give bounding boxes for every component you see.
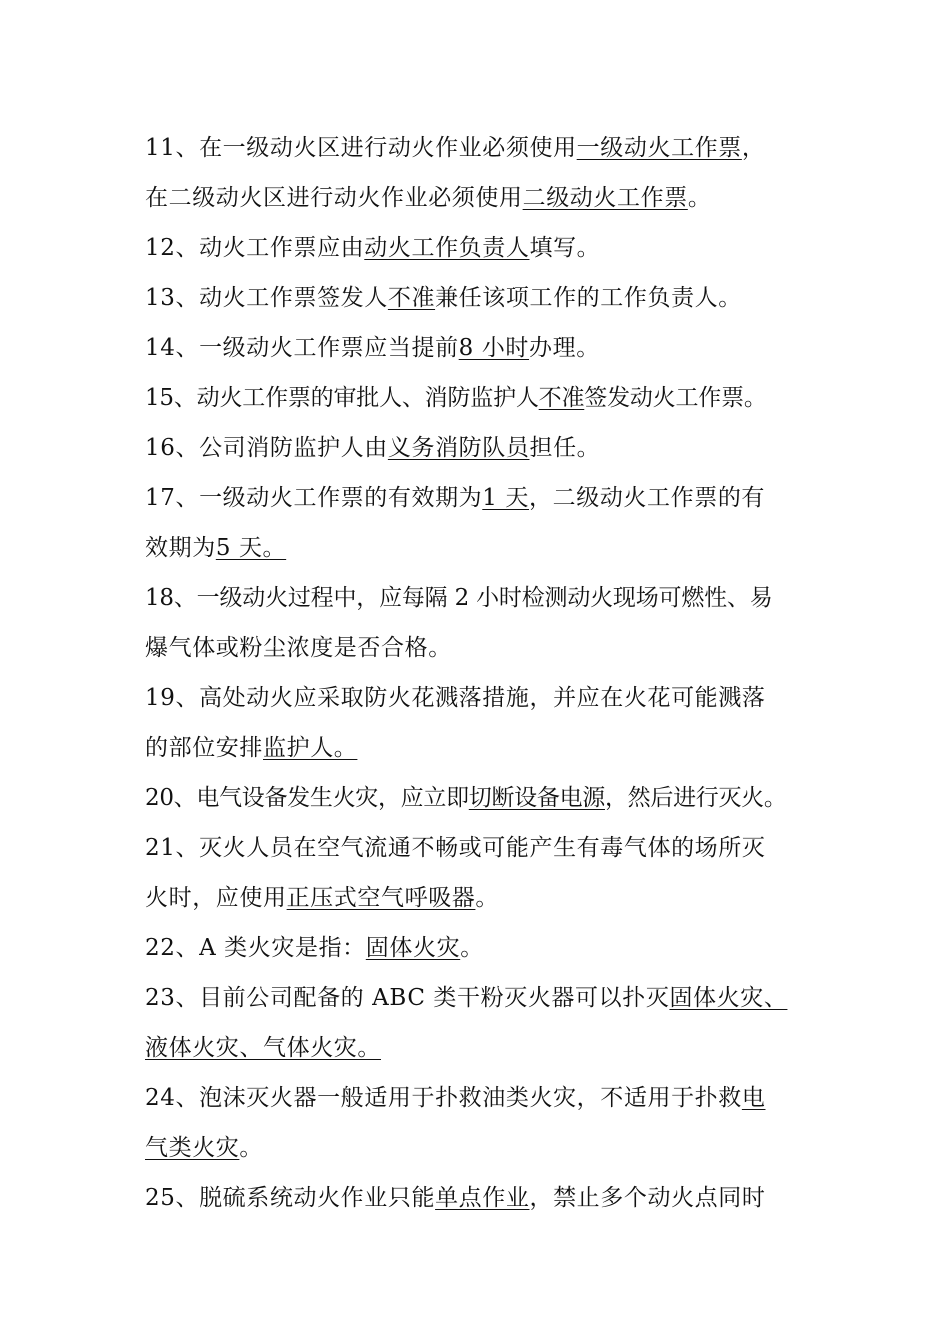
text-segment: 15、动火工作票的审批人、消防监护人 xyxy=(145,385,539,411)
underlined-answer: 正压式空气呼吸器 xyxy=(286,885,476,911)
text-line xyxy=(145,332,835,364)
underlined-answer: 5 天。 xyxy=(215,535,287,561)
text-segment: 19、高处动火应采取防火花溅落措施，并应在火花可能溅落 xyxy=(145,685,766,711)
text-segment: ，然后进行灭火。 xyxy=(604,785,787,811)
text-line xyxy=(145,632,835,664)
text-line xyxy=(145,1182,835,1214)
underlined-answer: 固体火灾 xyxy=(365,935,461,961)
text-line xyxy=(145,682,835,714)
text-line xyxy=(145,1132,835,1164)
text-segment: 17、一级动火工作票的有效期为 xyxy=(145,485,483,511)
underlined-answer: 动火工作负责人 xyxy=(364,235,530,261)
underlined-answer: 1 天 xyxy=(482,485,530,511)
text-line xyxy=(145,982,835,1014)
text-segment: 22、A 类火灾是指： xyxy=(145,935,366,961)
underlined-answer: 切断设备电源 xyxy=(468,785,605,811)
underlined-answer: 二级动火工作票 xyxy=(522,185,688,211)
text-segment: 填写。 xyxy=(529,235,601,261)
text-line xyxy=(145,382,835,414)
text-segment: 25、脱硫系统动火作业只能 xyxy=(145,1185,436,1211)
text-line xyxy=(145,232,835,264)
text-segment: 23、目前公司配备的 ABC 类干粉灭火器可以扑灭 xyxy=(145,985,670,1011)
text-segment: 在二级动火区进行动火作业必须使用 xyxy=(145,185,523,211)
text-line xyxy=(145,932,835,964)
text-segment: 12、动火工作票应由 xyxy=(145,235,365,261)
underlined-answer: 单点作业 xyxy=(435,1185,530,1211)
text-segment: 。 xyxy=(687,185,712,211)
underlined-answer: 电 xyxy=(741,1085,766,1111)
text-segment: 火时，应使用 xyxy=(145,885,287,911)
underlined-answer: 8 小时 xyxy=(458,335,530,361)
text-segment: 兼任该项工作的工作负责人。 xyxy=(435,285,742,311)
text-segment: 13、动火工作票签发人 xyxy=(145,285,388,311)
text-segment: ，二级动火工作票的有 xyxy=(529,485,766,511)
text-segment: 14、一级动火工作票应当提前 xyxy=(145,335,459,361)
underlined-answer: 气类火灾 xyxy=(145,1135,240,1161)
text-segment: 效期为 xyxy=(145,535,216,561)
text-line xyxy=(145,882,835,914)
text-segment: 18、一级动火过程中，应每隔 2 小时检测动火现场可燃性、易 xyxy=(145,585,773,611)
text-line xyxy=(145,132,835,164)
underlined-answer: 不准 xyxy=(387,285,436,311)
text-segment: 爆气体或粉尘浓度是否合格。 xyxy=(145,635,452,661)
underlined-answer: 监护人。 xyxy=(263,735,358,761)
text-line xyxy=(145,532,835,564)
text-segment: ，禁止多个动火点同时 xyxy=(529,1185,766,1211)
text-line xyxy=(145,282,835,314)
underlined-answer: 液体火灾、气体火灾。 xyxy=(145,1035,381,1061)
underlined-answer: 固体火灾、 xyxy=(669,985,788,1011)
text-line xyxy=(145,582,835,614)
text-segment: 的部位安排 xyxy=(145,735,263,761)
text-line xyxy=(145,1032,835,1064)
underlined-answer: 一级动火工作票 xyxy=(576,135,742,161)
underlined-answer: 义务消防队员 xyxy=(387,435,530,461)
text-line xyxy=(145,782,835,814)
underlined-answer: 不准 xyxy=(538,385,585,411)
text-segment: 签发动火工作票。 xyxy=(584,385,767,411)
text-segment: 24、泡沫灭火器一般适用于扑救油类火灾，不适用于扑救 xyxy=(145,1085,742,1111)
text-line xyxy=(145,732,835,764)
text-line xyxy=(145,182,835,214)
text-segment: 11、在一级动火区进行动火作业必须使用 xyxy=(145,135,577,161)
text-segment: 20、电气设备发生火灾，应立即 xyxy=(145,785,469,811)
text-line xyxy=(145,432,835,464)
text-segment: 16、公司消防监护人由 xyxy=(145,435,388,461)
text-segment: 办理。 xyxy=(529,335,600,361)
text-segment: 担任。 xyxy=(529,435,601,461)
text-line xyxy=(145,832,835,864)
text-line xyxy=(145,1082,835,1114)
text-segment: 21、灭火人员在空气流通不畅或可能产生有毒气体的场所灭 xyxy=(145,835,766,861)
text-segment: 。 xyxy=(460,935,484,961)
text-segment: 。 xyxy=(475,885,500,911)
text-segment: ， xyxy=(741,135,766,161)
text-line xyxy=(145,482,835,514)
text-segment: 。 xyxy=(239,1135,264,1161)
